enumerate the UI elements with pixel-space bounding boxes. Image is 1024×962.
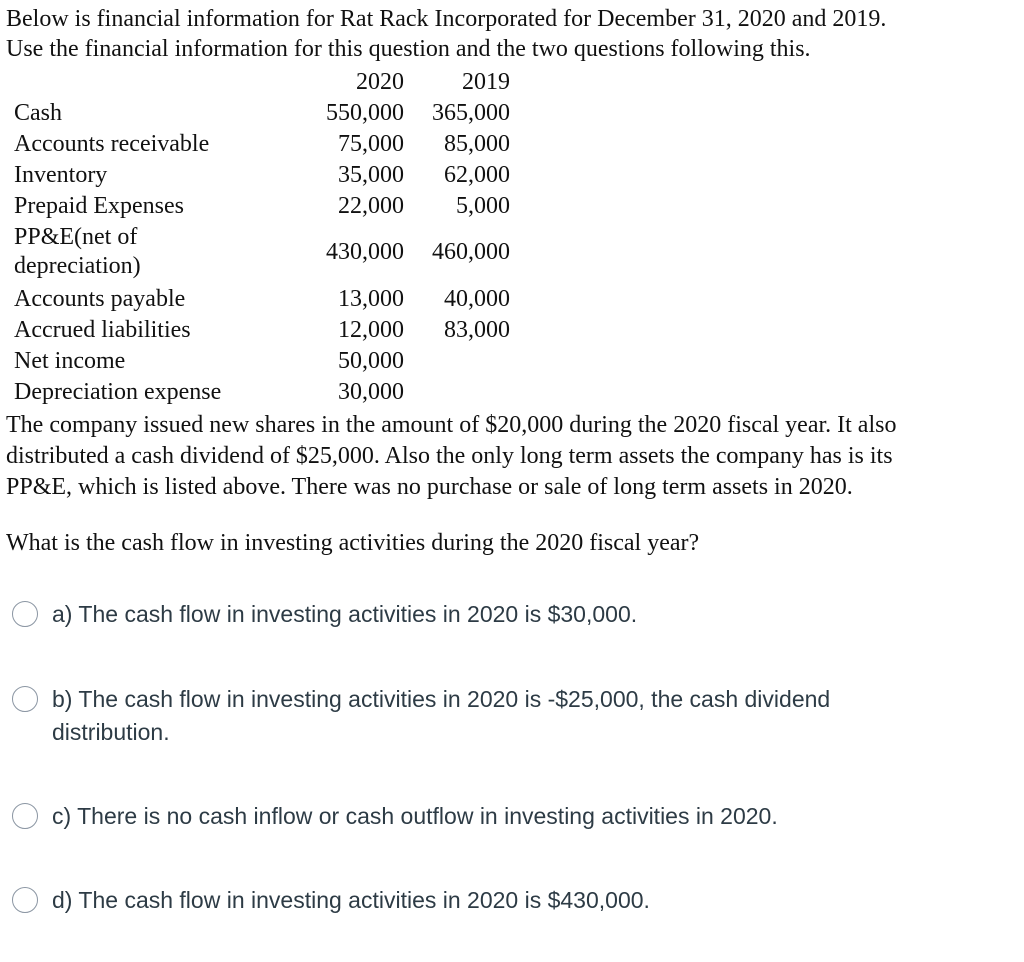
row-label: Inventory <box>14 161 108 188</box>
context-paragraph <box>6 410 1018 503</box>
value-2019 <box>404 376 510 407</box>
option-label: c) There is no cash inflow or cash outflow in investing activities in 2020. <box>52 803 778 829</box>
value-2019: 83,000 <box>444 316 510 343</box>
intro-line-1: Below is financial information for Rat Rack Incorporated for December 31, 2020 and 2019. <box>6 6 887 32</box>
header-2020: 2020 <box>356 68 404 95</box>
value-2019: 62,000 <box>444 161 510 188</box>
value-2019: 40,000 <box>444 285 510 312</box>
value-2020: 35,000 <box>338 161 404 188</box>
row-label-line-2: depreciation) <box>14 253 141 279</box>
value-2019: 85,000 <box>444 130 510 157</box>
table-row <box>14 159 510 190</box>
value-2020: 13,000 <box>338 285 404 312</box>
row-label: Depreciation expense <box>14 378 222 405</box>
value-2020: 50,000 <box>338 347 404 374</box>
answer-option-d[interactable] <box>12 884 952 917</box>
row-label: Accrued liabilities <box>14 316 191 343</box>
value-2020: 30,000 <box>338 378 404 405</box>
option-label: d) The cash flow in investing activities in 2020 is $430,000. <box>52 887 650 913</box>
row-label: Accounts receivable <box>14 130 210 157</box>
value-2019: 460,000 <box>432 239 510 265</box>
row-label: Prepaid Expenses <box>14 192 184 219</box>
value-2020: 75,000 <box>338 130 404 157</box>
table-row <box>14 376 510 407</box>
paragraph-line-2: distributed a cash dividend of $25,000. Also the only long term assets the company has is its <box>6 443 893 469</box>
table-row <box>14 221 510 283</box>
table-row <box>14 345 510 376</box>
radio-button[interactable] <box>12 803 38 829</box>
table-row <box>14 97 510 128</box>
row-label <box>14 221 296 283</box>
table-row <box>14 314 510 345</box>
intro-text <box>6 4 886 64</box>
value-2020: 550,000 <box>326 99 404 126</box>
radio-button[interactable] <box>12 601 38 627</box>
option-label: a) The cash flow in investing activities in 2020 is $30,000. <box>52 601 638 627</box>
row-label: Net income <box>14 347 126 374</box>
financial-table <box>14 66 510 407</box>
table-row <box>14 128 510 159</box>
answer-option-c[interactable] <box>12 800 952 833</box>
table-row <box>14 190 510 221</box>
value-2020: 22,000 <box>338 192 404 219</box>
answer-option-b[interactable] <box>12 683 952 749</box>
table-row <box>14 283 510 314</box>
answer-option-a[interactable] <box>12 598 952 631</box>
value-2019: 5,000 <box>456 192 510 219</box>
value-2020: 12,000 <box>338 316 404 343</box>
intro-line-2: Use the financial information for this question and the two questions following this. <box>6 36 811 62</box>
row-label: Accounts payable <box>14 285 186 312</box>
row-label: Cash <box>14 99 62 126</box>
header-2019: 2019 <box>462 68 510 95</box>
table-header-row <box>14 66 510 97</box>
radio-button[interactable] <box>12 887 38 913</box>
value-2019: 365,000 <box>432 99 510 126</box>
row-label-line-1: PP&E(net of <box>14 224 138 250</box>
value-2020: 430,000 <box>326 239 404 265</box>
paragraph-line-1: The company issued new shares in the amount of $20,000 during the 2020 fiscal year. It also <box>6 412 897 438</box>
paragraph-line-3: PP&E, which is listed above. There was no purchase or sale of long term assets in 2020. <box>6 474 853 500</box>
option-label: b) The cash flow in investing activities in 2020 is -$25,000, the cash dividend distribution. <box>52 686 831 745</box>
value-2019 <box>404 345 510 376</box>
question-text: What is the cash flow in investing activities during the 2020 fiscal year? <box>6 530 700 556</box>
radio-button[interactable] <box>12 686 38 712</box>
